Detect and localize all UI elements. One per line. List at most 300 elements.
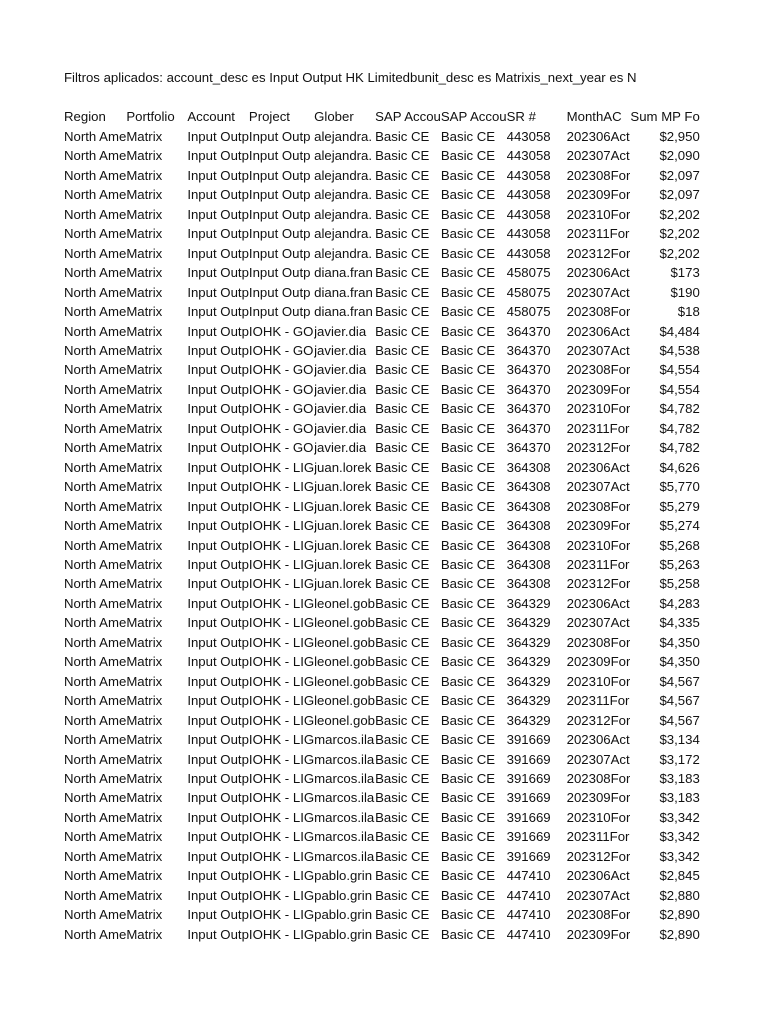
cell-region: North Ame bbox=[64, 595, 127, 611]
cell-sap-account-1: Basic CE bbox=[375, 868, 430, 884]
header-month: MonthAC bbox=[566, 109, 622, 125]
cell-region: North Ame bbox=[64, 245, 127, 261]
cell-sr-number: 447410 bbox=[506, 907, 551, 923]
cell-sap-account-1: Basic CE bbox=[375, 809, 430, 825]
table-row bbox=[64, 672, 700, 691]
cell-sap-account-1: Basic CE bbox=[375, 615, 430, 631]
cell-sr-number: 364308 bbox=[506, 556, 551, 572]
cell-sap-account-2: Basic CE bbox=[440, 751, 496, 767]
cell-region: North Ame bbox=[64, 537, 127, 553]
cell-region: North Ame bbox=[64, 498, 127, 514]
cell-project: IOHK - LIG bbox=[248, 615, 315, 631]
cell-account: Input Outp bbox=[187, 304, 249, 320]
cell-sum-mp: $2,890 bbox=[659, 907, 700, 923]
cell-sum-mp: $5,770 bbox=[659, 479, 700, 495]
cell-glober: javier.dia bbox=[314, 420, 367, 436]
table-row bbox=[64, 652, 700, 671]
cell-region: North Ame bbox=[64, 323, 127, 339]
cell-glober: marcos.ila bbox=[314, 809, 375, 825]
cell-portfolio: Matrix bbox=[126, 634, 163, 650]
filter-summary: Filtros aplicados: account_desc es Input Output HK Limitedbunit_desc es Matrixis_next_year es N bbox=[64, 70, 637, 85]
table-row bbox=[64, 788, 700, 807]
cell-glober: pablo.grin bbox=[314, 887, 373, 903]
cell-glober: marcos.ila bbox=[314, 751, 375, 767]
cell-month: 202307Act bbox=[566, 148, 630, 164]
cell-sum-mp: $173 bbox=[670, 265, 700, 281]
cell-sr-number: 391669 bbox=[506, 790, 551, 806]
cell-portfolio: Matrix bbox=[126, 887, 163, 903]
cell-sap-account-2: Basic CE bbox=[440, 926, 496, 942]
cell-account: Input Outp bbox=[187, 712, 249, 728]
header-row bbox=[64, 107, 700, 127]
cell-region: North Ame bbox=[64, 615, 127, 631]
cell-glober: alejandra. bbox=[314, 206, 373, 222]
cell-region: North Ame bbox=[64, 401, 127, 417]
cell-sr-number: 364308 bbox=[506, 498, 551, 514]
cell-region: North Ame bbox=[64, 479, 127, 495]
cell-sum-mp: $3,172 bbox=[659, 751, 700, 767]
cell-sap-account-2: Basic CE bbox=[440, 381, 496, 397]
cell-sr-number: 364308 bbox=[506, 537, 551, 553]
cell-sap-account-2: Basic CE bbox=[440, 284, 496, 300]
cell-account: Input Outp bbox=[187, 284, 249, 300]
cell-month: 202308For bbox=[566, 167, 631, 183]
cell-glober: juan.lorek bbox=[314, 459, 372, 475]
cell-month: 202310For bbox=[566, 537, 631, 553]
cell-sum-mp: $2,950 bbox=[659, 129, 700, 144]
cell-portfolio: Matrix bbox=[126, 362, 163, 378]
cell-month: 202311For bbox=[566, 829, 630, 845]
cell-account: Input Outp bbox=[187, 206, 249, 222]
cell-project: IOHK - LIG bbox=[248, 887, 315, 903]
cell-sum-mp: $4,567 bbox=[659, 673, 700, 689]
cell-month: 202306Act bbox=[566, 323, 630, 339]
cell-portfolio: Matrix bbox=[126, 226, 163, 242]
cell-month: 202306Act bbox=[566, 595, 630, 611]
cell-glober: leonel.gob bbox=[314, 712, 375, 728]
cell-account: Input Outp bbox=[187, 615, 249, 631]
cell-sap-account-1: Basic CE bbox=[375, 498, 430, 514]
cell-portfolio: Matrix bbox=[126, 284, 163, 300]
cell-sap-account-2: Basic CE bbox=[440, 537, 496, 553]
cell-month: 202312For bbox=[566, 712, 631, 728]
cell-month: 202306Act bbox=[566, 732, 630, 748]
cell-project: IOHK - LIG bbox=[248, 518, 315, 534]
cell-account: Input Outp bbox=[187, 381, 249, 397]
cell-sum-mp: $4,350 bbox=[659, 634, 700, 650]
header-sum-mp: Sum MP Fo bbox=[630, 109, 700, 125]
cell-sr-number: 364370 bbox=[506, 440, 551, 456]
cell-sap-account-2: Basic CE bbox=[440, 206, 496, 222]
cell-month: 202309For bbox=[566, 654, 631, 670]
cell-sap-account-2: Basic CE bbox=[440, 420, 496, 436]
cell-sum-mp: $5,274 bbox=[659, 518, 700, 534]
cell-sap-account-1: Basic CE bbox=[375, 304, 430, 320]
cell-portfolio: Matrix bbox=[126, 420, 163, 436]
cell-sr-number: 391669 bbox=[506, 751, 551, 767]
cell-project: IOHK - GO bbox=[248, 381, 314, 397]
cell-sr-number: 391669 bbox=[506, 829, 551, 845]
cell-region: North Ame bbox=[64, 518, 127, 534]
cell-account: Input Outp bbox=[187, 265, 249, 281]
cell-portfolio: Matrix bbox=[126, 206, 163, 222]
cell-glober: marcos.ila bbox=[314, 829, 375, 845]
cell-glober: juan.lorek bbox=[314, 518, 372, 534]
cell-glober: leonel.gob bbox=[314, 615, 375, 631]
cell-sr-number: 443058 bbox=[506, 187, 551, 203]
cell-project: IOHK - LIG bbox=[248, 537, 315, 553]
cell-glober: alejandra. bbox=[314, 167, 373, 183]
cell-portfolio: Matrix bbox=[126, 129, 163, 144]
table-row bbox=[64, 594, 700, 613]
table-row bbox=[64, 925, 700, 944]
cell-account: Input Outp bbox=[187, 654, 249, 670]
cell-sap-account-1: Basic CE bbox=[375, 167, 430, 183]
table-row bbox=[64, 263, 700, 282]
cell-sr-number: 391669 bbox=[506, 809, 551, 825]
cell-sap-account-1: Basic CE bbox=[375, 770, 430, 786]
table-row bbox=[64, 866, 700, 885]
cell-sum-mp: $18 bbox=[677, 304, 700, 320]
cell-sr-number: 364329 bbox=[506, 693, 551, 709]
cell-region: North Ame bbox=[64, 926, 127, 942]
cell-sap-account-2: Basic CE bbox=[440, 265, 496, 281]
cell-sum-mp: $4,782 bbox=[659, 401, 700, 417]
cell-portfolio: Matrix bbox=[126, 732, 163, 748]
cell-account: Input Outp bbox=[187, 420, 249, 436]
cell-project: Input Outp bbox=[248, 187, 311, 203]
cell-sap-account-1: Basic CE bbox=[375, 401, 430, 417]
cell-sr-number: 443058 bbox=[506, 245, 551, 261]
cell-sap-account-1: Basic CE bbox=[375, 226, 430, 242]
cell-sum-mp: $190 bbox=[670, 284, 700, 300]
cell-month: 202309For bbox=[566, 381, 631, 397]
cell-region: North Ame bbox=[64, 809, 127, 825]
cell-portfolio: Matrix bbox=[126, 926, 163, 942]
cell-region: North Ame bbox=[64, 381, 127, 397]
cell-project: IOHK - LIG bbox=[248, 907, 315, 923]
cell-month: 202312For bbox=[566, 440, 631, 456]
cell-project: IOHK - LIG bbox=[248, 770, 315, 786]
table-row bbox=[64, 205, 700, 224]
cell-sap-account-1: Basic CE bbox=[375, 654, 430, 670]
cell-region: North Ame bbox=[64, 673, 127, 689]
cell-project: Input Outp bbox=[248, 226, 311, 242]
cell-account: Input Outp bbox=[187, 187, 249, 203]
cell-sum-mp: $3,134 bbox=[659, 732, 700, 748]
cell-sr-number: 458075 bbox=[506, 265, 551, 281]
table-row bbox=[64, 633, 700, 652]
cell-project: IOHK - GO bbox=[248, 342, 314, 358]
cell-portfolio: Matrix bbox=[126, 751, 163, 767]
cell-sap-account-2: Basic CE bbox=[440, 790, 496, 806]
cell-account: Input Outp bbox=[187, 167, 249, 183]
cell-project: IOHK - LIG bbox=[248, 634, 315, 650]
cell-glober: javier.dia bbox=[314, 342, 367, 358]
header-sap-account-2: SAP Accou bbox=[440, 109, 507, 125]
cell-sap-account-1: Basic CE bbox=[375, 634, 430, 650]
cell-account: Input Outp bbox=[187, 556, 249, 572]
cell-sum-mp: $2,202 bbox=[659, 226, 700, 242]
cell-sr-number: 364329 bbox=[506, 712, 551, 728]
table-row bbox=[64, 419, 700, 438]
cell-account: Input Outp bbox=[187, 498, 249, 514]
cell-account: Input Outp bbox=[187, 459, 249, 475]
cell-portfolio: Matrix bbox=[126, 556, 163, 572]
cell-sap-account-2: Basic CE bbox=[440, 809, 496, 825]
cell-project: IOHK - LIG bbox=[248, 848, 315, 864]
table-row bbox=[64, 146, 700, 165]
cell-sap-account-2: Basic CE bbox=[440, 770, 496, 786]
cell-project: IOHK - LIG bbox=[248, 459, 315, 475]
cell-sr-number: 364308 bbox=[506, 576, 551, 592]
cell-region: North Ame bbox=[64, 284, 127, 300]
cell-account: Input Outp bbox=[187, 440, 249, 456]
cell-glober: leonel.gob bbox=[314, 595, 375, 611]
cell-account: Input Outp bbox=[187, 809, 249, 825]
cell-region: North Ame bbox=[64, 868, 127, 884]
cell-project: Input Outp bbox=[248, 284, 311, 300]
cell-sum-mp: $4,335 bbox=[659, 615, 700, 631]
cell-glober: diana.fran bbox=[314, 265, 373, 281]
table-row bbox=[64, 244, 700, 263]
cell-sr-number: 364370 bbox=[506, 420, 551, 436]
cell-sap-account-1: Basic CE bbox=[375, 342, 430, 358]
cell-sap-account-1: Basic CE bbox=[375, 245, 430, 261]
cell-glober: javier.dia bbox=[314, 440, 367, 456]
cell-sap-account-1: Basic CE bbox=[375, 576, 430, 592]
cell-glober: alejandra. bbox=[314, 245, 373, 261]
cell-sap-account-1: Basic CE bbox=[375, 907, 430, 923]
cell-project: IOHK - LIG bbox=[248, 732, 315, 748]
cell-region: North Ame bbox=[64, 459, 127, 475]
cell-glober: leonel.gob bbox=[314, 654, 375, 670]
cell-sap-account-1: Basic CE bbox=[375, 732, 430, 748]
cell-month: 202307Act bbox=[566, 887, 630, 903]
cell-project: IOHK - LIG bbox=[248, 790, 315, 806]
cell-project: IOHK - LIG bbox=[248, 479, 315, 495]
cell-month: 202309For bbox=[566, 926, 631, 942]
cell-region: North Ame bbox=[64, 304, 127, 320]
cell-sap-account-1: Basic CE bbox=[375, 284, 430, 300]
cell-sum-mp: $5,268 bbox=[659, 537, 700, 553]
cell-sr-number: 443058 bbox=[506, 167, 551, 183]
cell-sap-account-2: Basic CE bbox=[440, 907, 496, 923]
cell-sr-number: 364370 bbox=[506, 323, 551, 339]
cell-glober: diana.fran bbox=[314, 304, 373, 320]
cell-region: North Ame bbox=[64, 887, 127, 903]
cell-sr-number: 364370 bbox=[506, 381, 551, 397]
cell-portfolio: Matrix bbox=[126, 401, 163, 417]
cell-project: IOHK - LIG bbox=[248, 809, 315, 825]
cell-sr-number: 364329 bbox=[506, 634, 551, 650]
table-row bbox=[64, 905, 700, 924]
cell-glober: javier.dia bbox=[314, 381, 367, 397]
cell-sap-account-2: Basic CE bbox=[440, 634, 496, 650]
cell-portfolio: Matrix bbox=[126, 829, 163, 845]
cell-glober: marcos.ila bbox=[314, 732, 375, 748]
header-portfolio: Portfolio bbox=[126, 109, 175, 125]
cell-account: Input Outp bbox=[187, 751, 249, 767]
cell-sum-mp: $4,567 bbox=[659, 693, 700, 709]
cell-sap-account-1: Basic CE bbox=[375, 440, 430, 456]
cell-portfolio: Matrix bbox=[126, 498, 163, 514]
table-row bbox=[64, 438, 700, 457]
cell-month: 202311For bbox=[566, 226, 630, 242]
cell-account: Input Outp bbox=[187, 634, 249, 650]
cell-month: 202306Act bbox=[566, 129, 630, 144]
cell-sap-account-2: Basic CE bbox=[440, 615, 496, 631]
cell-account: Input Outp bbox=[187, 537, 249, 553]
table-body bbox=[64, 107, 700, 944]
cell-region: North Ame bbox=[64, 265, 127, 281]
cell-sap-account-1: Basic CE bbox=[375, 381, 430, 397]
table-row bbox=[64, 536, 700, 555]
cell-portfolio: Matrix bbox=[126, 537, 163, 553]
cell-sr-number: 364308 bbox=[506, 459, 551, 475]
cell-project: Input Outp bbox=[248, 304, 311, 320]
cell-project: Input Outp bbox=[248, 167, 311, 183]
header-region: Region bbox=[64, 109, 106, 125]
cell-glober: juan.lorek bbox=[314, 556, 372, 572]
cell-project: Input Outp bbox=[248, 148, 311, 164]
cell-sap-account-2: Basic CE bbox=[440, 167, 496, 183]
cell-project: IOHK - GO bbox=[248, 440, 314, 456]
cell-sap-account-1: Basic CE bbox=[375, 790, 430, 806]
cell-glober: javier.dia bbox=[314, 401, 367, 417]
cell-sap-account-1: Basic CE bbox=[375, 129, 430, 144]
cell-sap-account-1: Basic CE bbox=[375, 712, 430, 728]
cell-project: IOHK - LIG bbox=[248, 693, 315, 709]
cell-portfolio: Matrix bbox=[126, 868, 163, 884]
cell-sap-account-1: Basic CE bbox=[375, 479, 430, 495]
cell-sap-account-1: Basic CE bbox=[375, 537, 430, 553]
cell-sum-mp: $4,538 bbox=[659, 342, 700, 358]
table-row bbox=[64, 847, 700, 866]
cell-sum-mp: $3,342 bbox=[659, 829, 700, 845]
cell-portfolio: Matrix bbox=[126, 693, 163, 709]
cell-portfolio: Matrix bbox=[126, 576, 163, 592]
header-glober: Glober bbox=[314, 109, 354, 125]
table-row bbox=[64, 808, 700, 827]
cell-portfolio: Matrix bbox=[126, 381, 163, 397]
cell-sr-number: 443058 bbox=[506, 226, 551, 242]
cell-sap-account-1: Basic CE bbox=[375, 751, 430, 767]
cell-portfolio: Matrix bbox=[126, 712, 163, 728]
cell-sum-mp: $4,554 bbox=[659, 381, 700, 397]
cell-sum-mp: $4,782 bbox=[659, 440, 700, 456]
cell-sap-account-2: Basic CE bbox=[440, 459, 496, 475]
cell-sap-account-1: Basic CE bbox=[375, 848, 430, 864]
cell-account: Input Outp bbox=[187, 129, 249, 144]
cell-account: Input Outp bbox=[187, 770, 249, 786]
cell-portfolio: Matrix bbox=[126, 907, 163, 923]
cell-glober: juan.lorek bbox=[314, 498, 372, 514]
cell-month: 202308For bbox=[566, 770, 631, 786]
cell-project: IOHK - LIG bbox=[248, 926, 315, 942]
cell-portfolio: Matrix bbox=[126, 245, 163, 261]
cell-sap-account-2: Basic CE bbox=[440, 342, 496, 358]
cell-sap-account-2: Basic CE bbox=[440, 401, 496, 417]
cell-sr-number: 364329 bbox=[506, 654, 551, 670]
cell-month: 202308For bbox=[566, 304, 631, 320]
cell-project: Input Outp bbox=[248, 129, 311, 144]
cell-portfolio: Matrix bbox=[126, 479, 163, 495]
cell-portfolio: Matrix bbox=[126, 809, 163, 825]
cell-region: North Ame bbox=[64, 907, 127, 923]
cell-sum-mp: $4,283 bbox=[659, 595, 700, 611]
cell-sum-mp: $2,202 bbox=[659, 206, 700, 222]
table-row bbox=[64, 497, 700, 516]
cell-account: Input Outp bbox=[187, 323, 249, 339]
cell-sap-account-1: Basic CE bbox=[375, 420, 430, 436]
cell-region: North Ame bbox=[64, 129, 127, 144]
cell-region: North Ame bbox=[64, 440, 127, 456]
cell-sap-account-1: Basic CE bbox=[375, 518, 430, 534]
table-row bbox=[64, 516, 700, 535]
cell-sum-mp: $2,097 bbox=[659, 167, 700, 183]
cell-region: North Ame bbox=[64, 732, 127, 748]
cell-sap-account-1: Basic CE bbox=[375, 673, 430, 689]
cell-sap-account-2: Basic CE bbox=[440, 556, 496, 572]
cell-region: North Ame bbox=[64, 167, 127, 183]
cell-glober: leonel.gob bbox=[314, 693, 375, 709]
cell-month: 202307Act bbox=[566, 751, 630, 767]
cell-project: Input Outp bbox=[248, 206, 311, 222]
cell-sr-number: 443058 bbox=[506, 148, 551, 164]
cell-project: IOHK - LIG bbox=[248, 868, 315, 884]
table-row bbox=[64, 691, 700, 710]
cell-sap-account-1: Basic CE bbox=[375, 926, 430, 942]
table-row bbox=[64, 574, 700, 593]
cell-account: Input Outp bbox=[187, 732, 249, 748]
cell-month: 202306Act bbox=[566, 265, 630, 281]
cell-sr-number: 447410 bbox=[506, 887, 551, 903]
cell-glober: javier.dia bbox=[314, 323, 367, 339]
cell-glober: pablo.grin bbox=[314, 926, 373, 942]
cell-month: 202308For bbox=[566, 498, 631, 514]
cell-glober: juan.lorek bbox=[314, 537, 372, 553]
cell-account: Input Outp bbox=[187, 868, 249, 884]
cell-sum-mp: $2,880 bbox=[659, 887, 700, 903]
table-row bbox=[64, 827, 700, 846]
cell-region: North Ame bbox=[64, 206, 127, 222]
cell-sap-account-2: Basic CE bbox=[440, 129, 496, 144]
cell-portfolio: Matrix bbox=[126, 440, 163, 456]
cell-region: North Ame bbox=[64, 770, 127, 786]
cell-region: North Ame bbox=[64, 420, 127, 436]
cell-month: 202310For bbox=[566, 809, 631, 825]
header-project: Project bbox=[248, 109, 290, 125]
cell-sum-mp: $2,890 bbox=[659, 926, 700, 942]
cell-glober: marcos.ila bbox=[314, 790, 375, 806]
cell-region: North Ame bbox=[64, 556, 127, 572]
cell-account: Input Outp bbox=[187, 907, 249, 923]
cell-sr-number: 364308 bbox=[506, 479, 551, 495]
cell-sap-account-2: Basic CE bbox=[440, 576, 496, 592]
cell-sap-account-2: Basic CE bbox=[440, 887, 496, 903]
table-row bbox=[64, 458, 700, 477]
cell-portfolio: Matrix bbox=[126, 342, 163, 358]
cell-sap-account-2: Basic CE bbox=[440, 848, 496, 864]
cell-sr-number: 443058 bbox=[506, 129, 551, 144]
cell-portfolio: Matrix bbox=[126, 770, 163, 786]
cell-sap-account-2: Basic CE bbox=[440, 245, 496, 261]
table-row bbox=[64, 283, 700, 302]
cell-sap-account-1: Basic CE bbox=[375, 829, 430, 845]
cell-sap-account-2: Basic CE bbox=[440, 440, 496, 456]
cell-sap-account-2: Basic CE bbox=[440, 829, 496, 845]
